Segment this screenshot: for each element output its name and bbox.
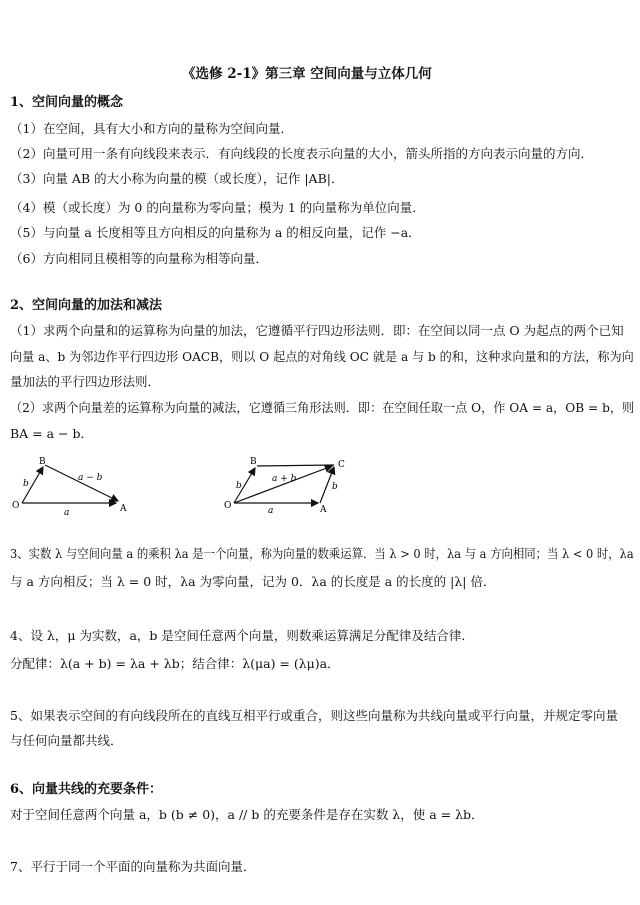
section-1-item: （4）模（或长度）为 0 的向量称为零向量；模为 1 的向量称为单位向量． — [10, 200, 425, 215]
section-2-paragraph-1-line: （1）求两个向量和的运算称为向量的加法，它遵循平行四边形法则．即：在空间以同一点 O 为起点的两个已知 — [10, 323, 624, 338]
section-6-line: 对于空间任意两个向量 a，b (b ≠ 0)，a // b 的充要条件是存在实数 λ，使 a = λb． — [10, 807, 484, 822]
parallelogram-top-side — [257, 465, 334, 466]
fig1-label-a: a — [64, 508, 70, 518]
fig1-point-b: B — [39, 457, 46, 467]
fig1-point-a: A — [120, 504, 127, 514]
section-2-heading: 2、空间向量的加法和减法 — [10, 298, 163, 313]
fig2-label-a: a — [268, 506, 274, 516]
subtraction-triangle-figure — [10, 455, 150, 520]
vector-a-minus-b-arrow — [45, 465, 118, 501]
fig2-point-b: B — [250, 457, 257, 467]
fig2-label-b-left: b — [236, 481, 242, 491]
fig1-label-b: b — [23, 479, 29, 489]
section-5-line: 与任何向量都共线． — [10, 733, 123, 748]
fig2-label-b-right: b — [332, 482, 338, 492]
document-title: 《选修 2-1》第三章 空间向量与立体几何 — [182, 66, 432, 82]
section-1-item: （6）方向相同且模相等的向量称为相等向量． — [10, 251, 268, 266]
section-3-line: 3、实数 λ 与空间向量 a 的乘积 λa 是一个向量，称为向量的数乘运算．当 λ > 0 时，λa 与 a 方向相同；当 λ < 0 时，λa — [10, 546, 634, 561]
fig1-point-o: O — [12, 501, 20, 511]
section-1-heading: 1、空间向量的概念 — [10, 95, 124, 110]
fig2-label-sum: a + b — [272, 474, 297, 484]
section-7-line: 7、平行于同一个平面的向量称为共面向量． — [10, 859, 256, 874]
section-6-heading: 6、向量共线的充要条件： — [10, 782, 163, 797]
section-5-line: 5、如果表示空间的有向线段所在的直线互相平行或重合，则这些向量称为共线向量或平行向量，并规定零向量 — [10, 708, 618, 723]
vector-oc-arrow — [234, 466, 332, 503]
section-2-paragraph-2-line: BA = a − b． — [10, 426, 94, 441]
section-1-item: （5）与向量 a 长度相等且方向相反的向量称为 a 的相反向量，记作 −a． — [10, 225, 421, 240]
section-2-paragraph-1-line: 向量 a、b 为邻边作平行四边形 OACB，则以 O 起点的对角线 OC 就是 a 与 b 的和，这种求向量和的方法，称为向 — [10, 349, 634, 364]
fig2-point-o: O — [224, 501, 232, 511]
section-1-item: （3）向量 AB 的大小称为向量的模（或长度），记作 |AB|． — [10, 171, 344, 186]
section-4-laws: 分配律：λ(a + b) = λa + λb；结合律：λ(μa) = (λμ)a． — [10, 656, 340, 671]
fig2-point-c: C — [338, 460, 345, 470]
addition-parallelogram-figure — [222, 455, 362, 520]
section-3-line: 与 a 方向相反；当 λ = 0 时，λa 为零向量，记为 0．λa 的长度是 a 的长度的 |λ| 倍． — [10, 574, 496, 589]
section-1-item: （2）向量可用一条有向线段来表示．有向线段的长度表示向量的大小，箭头所指的方向表示向量的方向． — [10, 146, 593, 161]
fig1-label-diff: a − b — [78, 473, 103, 483]
fig2-point-a: A — [320, 505, 327, 515]
section-4-line: 4、设 λ，μ 为实数，a，b 是空间任意两个向量，则数乘运算满足分配律及结合律． — [10, 628, 474, 643]
section-1-item: （1）在空间，具有大小和方向的量称为空间向量． — [10, 121, 293, 136]
section-2-paragraph-1-line: 量加法的平行四边形法则． — [10, 374, 161, 389]
section-2-paragraph-2-line: （2）求两个向量差的运算称为向量的减法，它遵循三角形法则．即：在空间任取一点 O，作 OA = a，OB = b，则 — [10, 400, 635, 415]
